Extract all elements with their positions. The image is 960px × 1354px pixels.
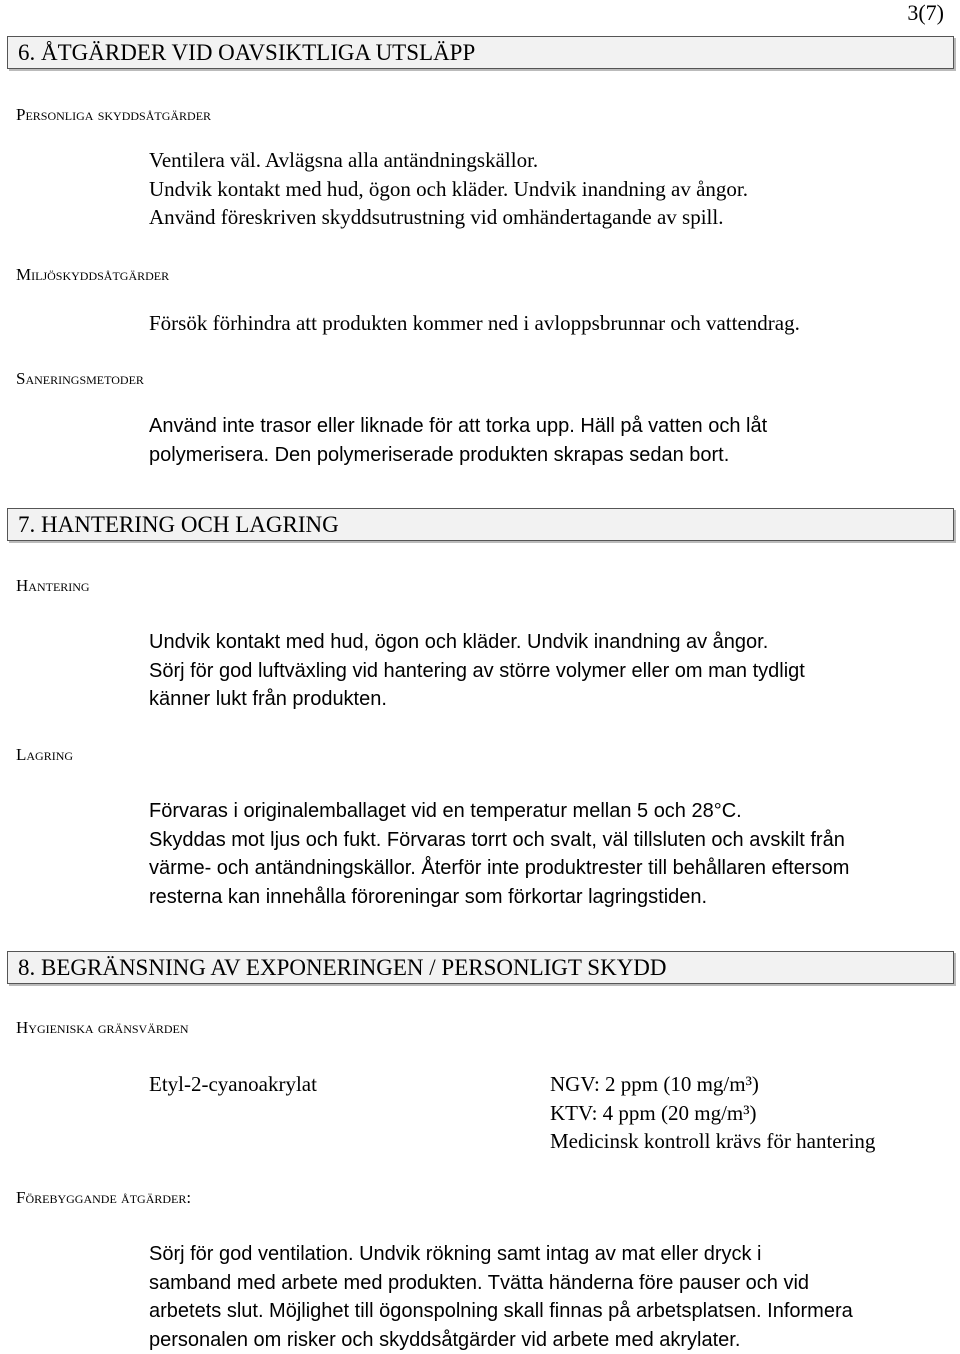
section-7-header bbox=[7, 508, 954, 541]
text-line: Skyddas mot ljus och fukt. Förvaras torrt och svalt, väl tillsluten och avskilt från bbox=[149, 826, 849, 855]
text-line: samband med arbete med produkten. Tvätta händerna före pauser och vid bbox=[149, 1269, 853, 1298]
limit-line: Medicinsk kontroll krävs för hantering bbox=[550, 1127, 875, 1156]
section-6-header bbox=[7, 36, 954, 69]
text-line: arbetets slut. Möjlighet till ögonspolning skall finnas på arbetsplatsen. Informera bbox=[149, 1297, 853, 1326]
limit-line: KTV: 4 ppm (20 mg/m³) bbox=[550, 1099, 875, 1128]
text-line: personalen om risker och skyddsåtgärder vid arbete med akrylater. bbox=[149, 1326, 853, 1354]
hygiene-limits-heading: Hygieniska gränsvärden bbox=[16, 1016, 189, 1040]
substance-name: Etyl-2-cyanoakrylat bbox=[149, 1070, 317, 1099]
text-line: känner lukt från produkten. bbox=[149, 685, 805, 714]
exposure-limits bbox=[550, 1070, 875, 1156]
text-line: Sörj för god ventilation. Undvik rökning samt intag av mat eller dryck i bbox=[149, 1240, 853, 1269]
section-8-title: 8. BEGRÄNSNING AV EXPONERINGEN / PERSONLIGT SKYDD bbox=[18, 952, 667, 983]
personal-protection-text bbox=[149, 146, 748, 232]
section-6-title: 6. ÅTGÄRDER VID OAVSIKTLIGA UTSLÄPP bbox=[18, 37, 475, 68]
environment-protection-text bbox=[149, 309, 800, 338]
text-line: Ventilera väl. Avlägsna alla antändningskällor. bbox=[149, 146, 748, 175]
section-8-header bbox=[7, 951, 954, 984]
personal-protection-heading: Personliga skyddsåtgärder bbox=[16, 103, 211, 127]
page-number: 3(7) bbox=[907, 0, 944, 26]
preventive-measures-text bbox=[149, 1240, 853, 1354]
text-line: resterna kan innehålla föroreningar som förkortar lagringstiden. bbox=[149, 883, 849, 912]
text-line: Använd föreskriven skyddsutrustning vid omhändertagande av spill. bbox=[149, 203, 748, 232]
text-line: Försök förhindra att produkten kommer ned i avloppsbrunnar och vattendrag. bbox=[149, 309, 800, 338]
text-line: Förvaras i originalemballaget vid en temperatur mellan 5 och 28°C. bbox=[149, 797, 849, 826]
storage-text bbox=[149, 797, 849, 911]
environment-protection-heading: Miljöskyddsåtgärder bbox=[16, 263, 169, 287]
handling-heading: Hantering bbox=[16, 574, 90, 598]
text-line: Sörj för god luftväxling vid hantering av större volymer eller om man tydligt bbox=[149, 657, 805, 686]
text-line: polymerisera. Den polymeriserade produkten skrapas sedan bort. bbox=[149, 441, 767, 470]
text-line: Använd inte trasor eller liknade för att torka upp. Häll på vatten och låt bbox=[149, 412, 767, 441]
text-line: värme- och antändningskällor. Återför inte produktrester till behållaren eftersom bbox=[149, 854, 849, 883]
preventive-measures-heading: Förebyggande åtgärder: bbox=[16, 1186, 191, 1210]
text-line: Undvik kontakt med hud, ögon och kläder. Undvik inandning av ångor. bbox=[149, 628, 805, 657]
cleanup-methods-heading: Saneringsmetoder bbox=[16, 367, 144, 391]
limit-line: NGV: 2 ppm (10 mg/m³) bbox=[550, 1070, 875, 1099]
cleanup-methods-text bbox=[149, 412, 767, 469]
section-7-title: 7. HANTERING OCH LAGRING bbox=[18, 509, 339, 540]
text-line: Undvik kontakt med hud, ögon och kläder. Undvik inandning av ångor. bbox=[149, 175, 748, 204]
storage-heading: Lagring bbox=[16, 743, 73, 767]
handling-text bbox=[149, 628, 805, 714]
